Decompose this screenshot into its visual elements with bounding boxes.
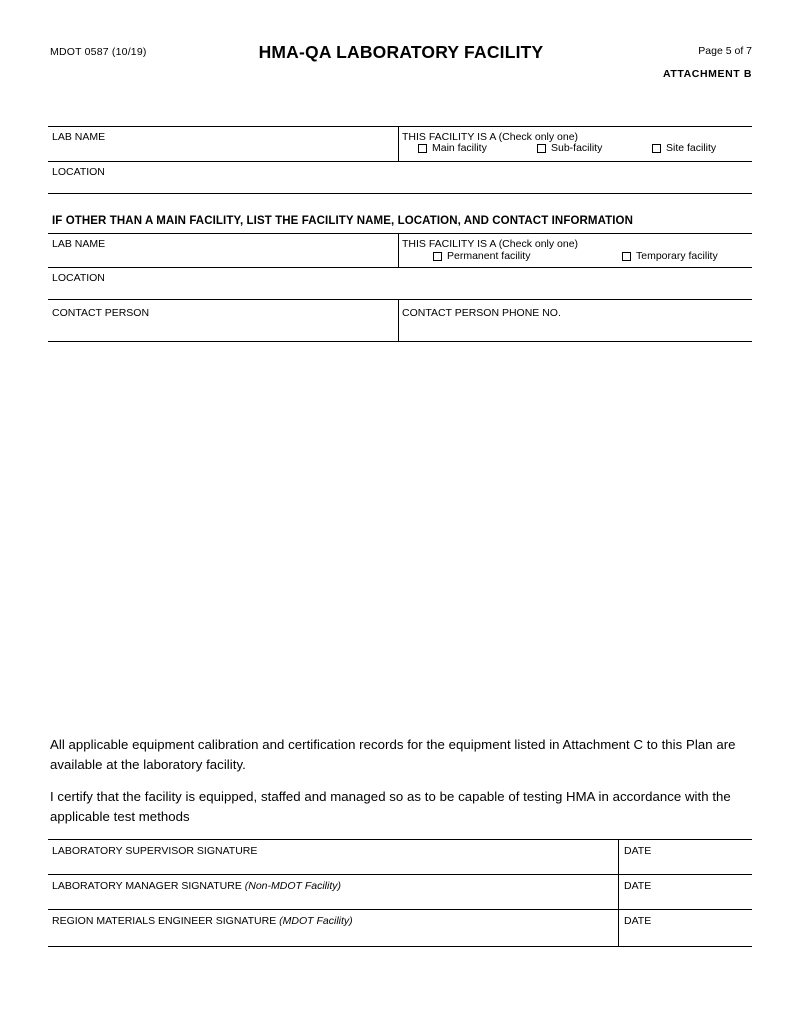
- checkbox-site-facility[interactable]: [652, 142, 716, 154]
- signature-label-text: LABORATORY MANAGER SIGNATURE: [52, 880, 245, 892]
- contact-person-input[interactable]: [52, 320, 392, 338]
- divider-line: [398, 233, 399, 267]
- statement-paragraph-2: I certify that the facility is equipped, staffed and managed so as to be capable of testing HMA in accordance with the applicable test methods: [50, 789, 731, 825]
- date-label: DATE: [624, 915, 652, 927]
- divider-line: [48, 126, 752, 127]
- date-label: DATE: [624, 845, 652, 857]
- checkbox-box-icon[interactable]: [622, 252, 631, 261]
- divider-line: [48, 161, 752, 162]
- checkbox-box-icon[interactable]: [418, 144, 427, 153]
- signature-row-label: [52, 880, 341, 892]
- checkbox-label: Sub-facility: [551, 142, 603, 155]
- checkbox-box-icon[interactable]: [537, 144, 546, 153]
- lab-name-label: LAB NAME: [52, 131, 106, 143]
- divider-line: [618, 839, 619, 946]
- divider-line: [48, 909, 752, 910]
- facility-type-hint: (Check only one): [498, 238, 579, 250]
- other-facility-type-label: [402, 238, 578, 250]
- signature-input[interactable]: [52, 893, 612, 907]
- signature-label-note: (Non-MDOT Facility): [244, 880, 341, 892]
- divider-line: [398, 126, 399, 161]
- checkbox-sub-facility[interactable]: [537, 142, 602, 154]
- divider-line: [48, 839, 752, 840]
- page-header: [50, 42, 752, 92]
- checkbox-label: Site facility: [666, 142, 717, 155]
- divider-line: [48, 193, 752, 194]
- page-number: Page 5 of 7: [698, 45, 752, 57]
- date-input[interactable]: [624, 928, 744, 942]
- checkbox-label: Main facility: [432, 142, 487, 155]
- signature-label-text: LABORATORY SUPERVISOR SIGNATURE: [52, 845, 258, 857]
- other-lab-name-label: LAB NAME: [52, 238, 106, 250]
- signature-input[interactable]: [52, 928, 612, 942]
- checkbox-box-icon[interactable]: [433, 252, 442, 261]
- signature-row-label: [52, 915, 353, 927]
- divider-line: [48, 233, 752, 234]
- signature-row-label: [52, 845, 257, 857]
- divider-line: [48, 267, 752, 268]
- signature-label-text: REGION MATERIALS ENGINEER SIGNATURE: [52, 915, 280, 927]
- other-location-input[interactable]: [52, 284, 742, 297]
- contact-phone-label: CONTACT PERSON PHONE NO.: [402, 307, 561, 319]
- divider-line: [48, 946, 752, 947]
- attachment-label: ATTACHMENT B: [662, 68, 752, 80]
- checkbox-permanent-facility[interactable]: [433, 250, 530, 262]
- statement-paragraph-1: All applicable equipment calibration and certification records for the equipment listed in Attachment C to this Plan are available at the laboratory facility.: [50, 737, 736, 773]
- facility-type-label: THIS FACILITY IS A (Check only one): [402, 131, 579, 143]
- divider-line: [398, 299, 399, 341]
- checkbox-main-facility[interactable]: [418, 142, 487, 154]
- other-location-label: LOCATION: [52, 272, 105, 284]
- checkbox-temporary-facility[interactable]: [622, 250, 718, 262]
- date-label: DATE: [624, 880, 652, 892]
- checkbox-label: Temporary facility: [636, 250, 718, 263]
- divider-line: [48, 341, 752, 342]
- other-facility-heading: IF OTHER THAN A MAIN FACILITY, LIST THE FACILITY NAME, LOCATION, AND CONTACT INFORMATION: [52, 215, 633, 227]
- date-input[interactable]: [624, 893, 744, 907]
- signature-label-note: (MDOT Facility): [279, 915, 353, 927]
- divider-line: [48, 299, 752, 300]
- signature-input[interactable]: [52, 858, 612, 872]
- form-number: MDOT 0587 (10/19): [50, 46, 147, 58]
- divider-line: [48, 874, 752, 875]
- contact-person-label: CONTACT PERSON: [52, 307, 150, 319]
- checkbox-label: Permanent facility: [447, 250, 531, 263]
- date-input[interactable]: [624, 858, 744, 872]
- facility-type-text: THIS FACILITY IS A: [402, 238, 496, 250]
- contact-phone-input[interactable]: [402, 320, 742, 338]
- location-input[interactable]: [52, 178, 742, 191]
- page-title: HMA-QA LABORATORY FACILITY: [258, 42, 544, 62]
- checkbox-box-icon[interactable]: [652, 144, 661, 153]
- location-label: LOCATION: [52, 166, 105, 178]
